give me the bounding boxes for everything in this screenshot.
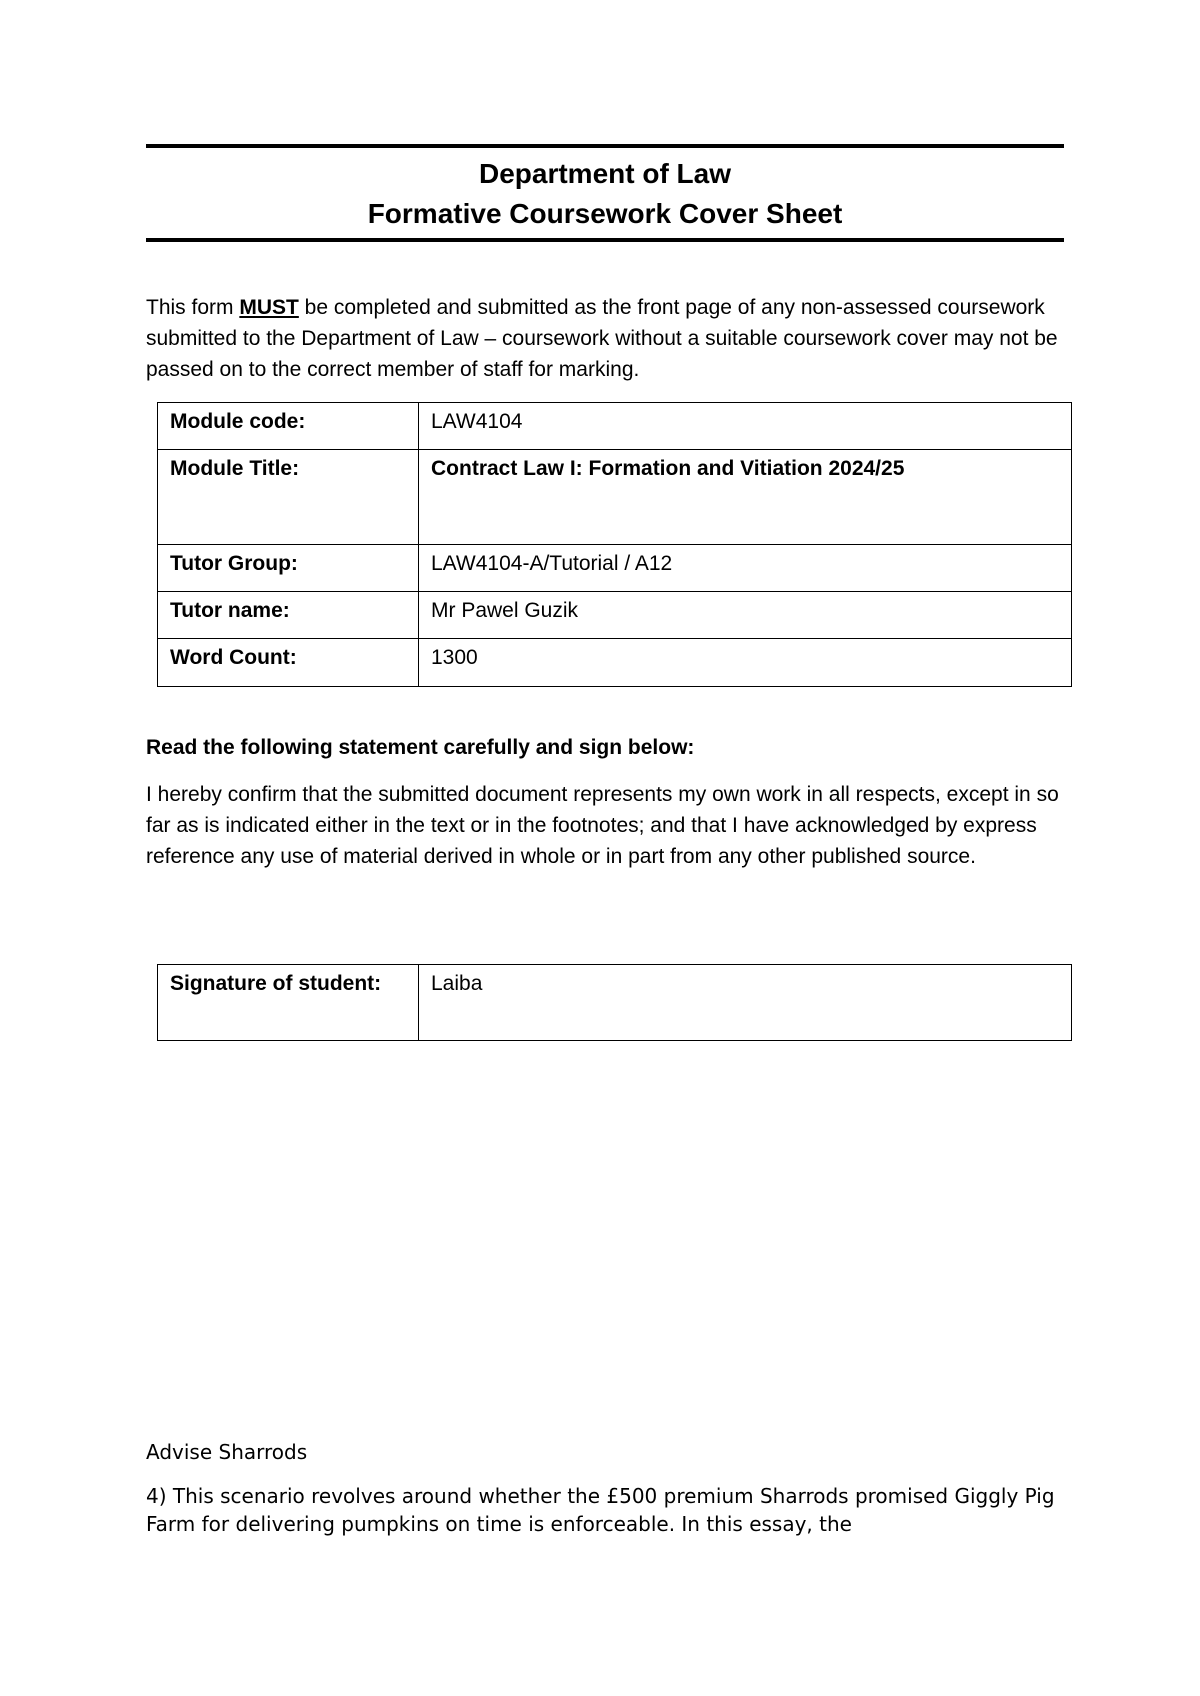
- intro-text-after: be completed and submitted as the front page of any non-assessed coursework submitted to the Department of Law – coursework without a suitable coursework cover may not be passed on to the correct member of staff for marking.: [146, 296, 1058, 381]
- table-row: [158, 403, 1072, 450]
- tutor-group-label: Tutor Group:: [158, 545, 419, 592]
- tutor-name-label: Tutor name:: [158, 592, 419, 639]
- signature-label: Signature of student:: [158, 965, 419, 1041]
- essay-title: Advise Sharrods: [146, 1440, 308, 1464]
- word-count-value: 1300: [419, 639, 1072, 687]
- module-code-value: LAW4104: [419, 403, 1072, 450]
- word-count-label: Word Count:: [158, 639, 419, 687]
- cover-sheet-title: Formative Coursework Cover Sheet: [367, 198, 843, 229]
- table-row: [158, 545, 1072, 592]
- declaration-statement: I hereby confirm that the submitted document represents my own work in all respects, except in so far as is indicated either in the text or in the footnotes; and that I have acknowledged by express reference any use of material derived in whole or in part from any other published source.: [146, 783, 1059, 868]
- table-row: [158, 965, 1072, 1041]
- table-row: [158, 450, 1072, 545]
- department-title: Department of Law: [478, 158, 732, 189]
- module-code-label: Module code:: [158, 403, 419, 450]
- table-row: [158, 592, 1072, 639]
- essay-opening-paragraph: 4) This scenario revolves around whether the £500 premium Sharrods promised Giggly Pig Farm for delivering pumpkins on time is enforceable. In this essay, the: [146, 1484, 1055, 1536]
- tutor-group-value: LAW4104-A/Tutorial / A12: [419, 545, 1072, 592]
- table-row: [158, 639, 1072, 687]
- intro-paragraph: [146, 292, 1066, 385]
- document-header: [146, 144, 1064, 242]
- signature-table: [157, 964, 1072, 1041]
- module-details-table: [157, 402, 1072, 687]
- module-title-label: Module Title:: [158, 450, 419, 545]
- statement-heading: Read the following statement carefully and sign below:: [146, 736, 695, 759]
- intro-text-before: This form: [146, 296, 240, 319]
- intro-emphasis: MUST: [239, 296, 299, 319]
- module-title-value: Contract Law I: Formation and Vitiation 2024/25: [419, 450, 1072, 545]
- signature-value: Laiba: [419, 965, 1072, 1041]
- tutor-name-value: Mr Pawel Guzik: [419, 592, 1072, 639]
